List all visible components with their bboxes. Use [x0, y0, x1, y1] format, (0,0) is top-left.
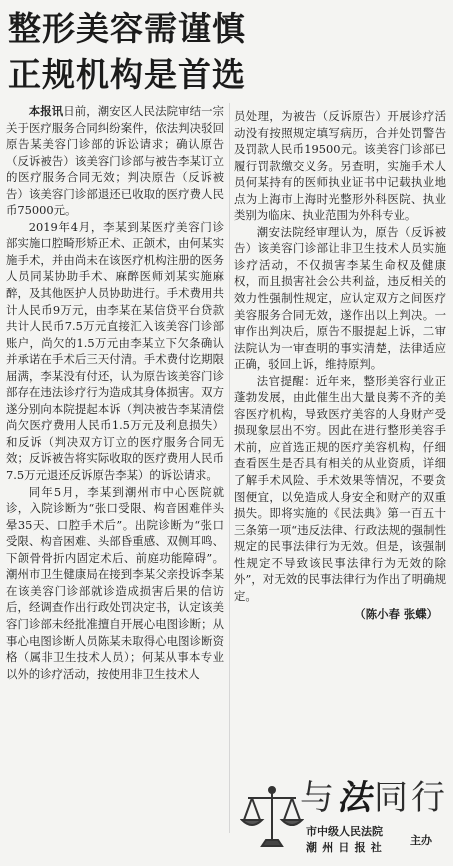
scales-of-justice-icon	[240, 782, 304, 856]
column-brand	[240, 776, 448, 862]
organizer-newspaper: 潮州日报社	[306, 841, 387, 854]
article-column-left	[6, 103, 224, 682]
column-divider	[229, 103, 230, 833]
article-paragraph: 2019年4月，李某到某医疗美容门诊部实施口腔畸形矫正术、正颌术，由何某实施手术，并由尚未在该医疗机构注册的医务人员同某协助手术、麻醉医师刘某实施麻醉，及其他医护人员协助进行。手术费用共计人民币9万元，由李某在某信贷平台贷款共计人民币7.5万元直接汇入该美容门诊部账户，尚欠的1.5万元由李某立下欠条确认并承诺在手术后三天付清。手术费付讫期限届满，李某没有付还，认为原告该美容门诊部存在违法诊疗行为造成其身体损害。双方遂分别向本院提起本诉（判决被告李某清偿尚欠医疗费用人民币1.5万元及利息损失）和反诉（判决双方订立的医疗服务合同无效；反诉被告将实际收取的医疗费用人民币7.5万元退还反诉原告李某）的诉讼请求。	[6, 219, 224, 483]
article-paragraph: 潮安法院经审理认为，原告（反诉被告）该美容门诊部让非卫生技术人员实施诊疗活动，不仅损害李某生命权及健康权，而且损害社会公共利益，违反相关的效力性强制性规定，应认定双方之间医疗美容服务合同无效，遂作出以上判决。一审作出判决后，原告不服提起上诉，二审法院认为一审查明的事实清楚，法律适应正确，驳回上诉，维持原判。	[234, 224, 446, 372]
headline-line-1: 整形美容需谨慎	[8, 9, 246, 48]
column-title: 与法同行	[300, 778, 448, 818]
article-paragraph: 同年5月，李某到潮州市中心医院就诊，入院诊断为“张口受限、构音困难伴头晕35天、口腔手术后”。出院诊断为“张口受限、构音困难、头部昏重感、双侧耳鸣、下颌骨骨折内固定术后、前庭功能障碍”。潮州市卫生健康局在接到李某父亲投诉李某在该美容门诊部就诊造成损害后果的信访后，经调查作出行政处罚决定书，认定该美容门诊部未经批准擅自开展心电图诊断；从事心电图诊断人员陈某未取得心电图诊断资格（属非卫生技术人员）；何某从事本专业以外的诊疗活动，按使用非卫生技术人	[6, 484, 224, 681]
article-paragraph: 本报讯日前，潮安区人民法院审结一宗关于医疗服务合同纠纷案件，依法判决驳回原告某美容门诊部的诉讼请求；确认原告（反诉被告）该美容门诊部与被告李某订立的医疗服务合同无效；判决原告（反诉被告）该美容门诊部退还已收取的医疗费人民币75000元。	[6, 104, 224, 218]
article-column-right	[234, 108, 446, 623]
lead-label: 本报讯	[28, 104, 64, 118]
byline: （陈小春 张蝶）	[354, 607, 438, 622]
headline	[8, 6, 338, 98]
article-paragraph: 员处理，为被告（反诉原告）开展诊疗活动没有按照规定填写病历，合并处罚警告及罚款人民币19500元。该美容门诊部已履行罚款缴交义务。另查明，实施手术人员何某持有的医师执业证书中记载执业地点为上海市上海时光整形外科医院、执业类别为临床、执业范围为外科专业。	[234, 109, 446, 223]
headline-line-2: 正规机构是首选	[8, 55, 246, 94]
organizer-court: 市中级人民法院	[306, 825, 383, 838]
organizers	[306, 824, 387, 856]
host-label: 主办	[410, 834, 432, 847]
article-paragraph: 法官提醒：近年来，整形美容行业正蓬勃发展，由此催生出大量良莠不齐的美容医疗机构，导致医疗美容的人身财产受损现象层出不穷。因此在进行整形美容手术前，应首选正规的医疗美容机构，仔细查看医生是否具有相关的从业资质，详细了解手术风险、手术效果等情况，不要贪图便宜，以免造成人身安全和财产的双重损失。即将实施的《民法典》第一百五十三条第一项“违反法律、行政法规的强制性规定的民事法律行为无效。但是，该强制性规定不导致该民事法律行为无效的除外”，对无效的民事法律行为作出了明确规定。	[234, 373, 446, 603]
